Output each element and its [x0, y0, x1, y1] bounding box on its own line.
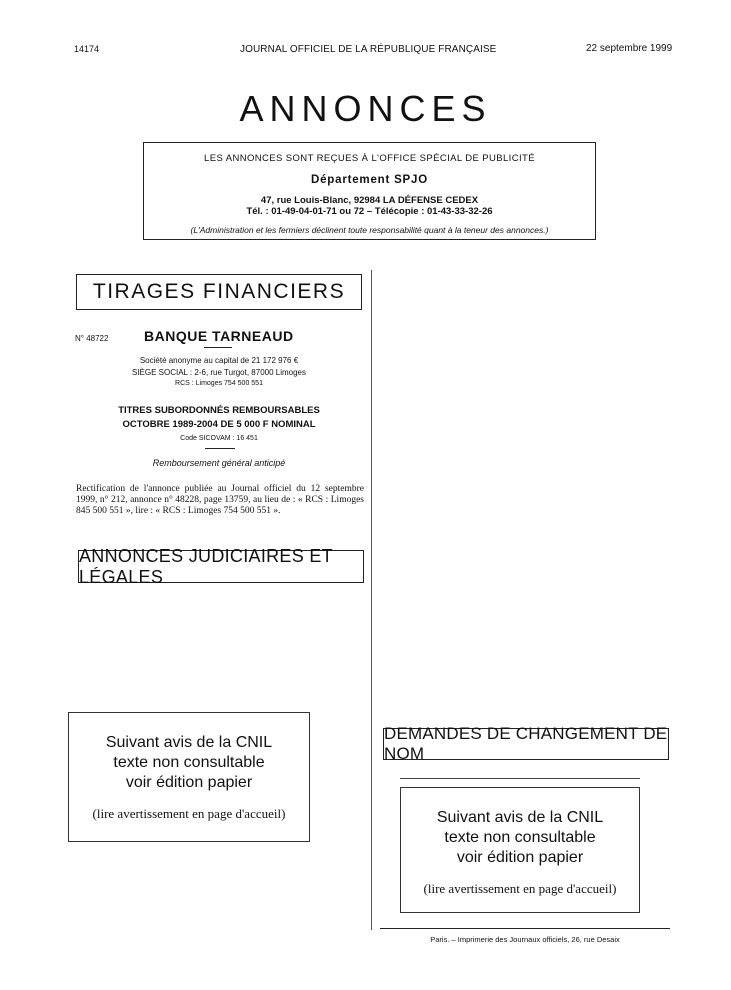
cnil-line-2: texte non consultable [444, 829, 596, 846]
bank-name: BANQUE TARNEAUD [144, 328, 294, 344]
journal-title: JOURNAL OFFICIEL DE LA RÉPUBLIQUE FRANÇAISE [240, 44, 497, 55]
cnil-line-1: Suivant avis de la CNIL [105, 734, 273, 751]
remboursement-label: Remboursement général anticipé [152, 458, 286, 468]
issue-date: 22 septembre 1999 [586, 43, 673, 54]
cnil-notice-box [400, 787, 640, 913]
cnil-note: (lire avertissement en page d'accueil) [92, 806, 286, 821]
info-line-disclaimer: (L'Administration et les fermiers déclinent toute responsabilité quant à la teneur des annonces.) [190, 225, 549, 235]
info-line-phone: Tél. : 01-49-04-01-71 ou 72 – Télécopie : 01-43-33-32-26 [246, 206, 493, 217]
section-heading-demandes: DEMANDES DE CHANGEMENT DE NOM [384, 724, 668, 763]
footer-divider [380, 928, 670, 929]
info-box [143, 142, 596, 240]
cnil-line-3: voir édition papier [125, 774, 253, 791]
section-heading-judiciaires: ANNONCES JUDICIAIRES ET LÉGALES [78, 550, 364, 583]
sicovam-code: Code SICOVAM : 16 451 [180, 435, 258, 442]
column-divider [371, 270, 372, 930]
info-line-address: 47, rue Louis-Blanc, 92984 LA DÉFENSE CEDEX [260, 195, 479, 206]
printer-imprint: Paris. – Imprimerie des Journaux officiels, 26, rue Desaix [430, 935, 620, 944]
divider [204, 347, 232, 348]
section-heading-tirages: TIRAGES FINANCIERS [76, 274, 362, 310]
bank-siege: SIÈGE SOCIAL : 2-6, rue Turgot, 87000 Limoges [131, 368, 306, 377]
info-line-office: LES ANNONCES SONT REÇUES À L'OFFICE SPÉCIAL DE PUBLICITÉ [204, 153, 535, 164]
cnil-line-2: texte non consultable [113, 754, 265, 771]
page-number: 14174 [74, 44, 100, 54]
annonce-number: N° 48722 [75, 334, 109, 343]
cnil-line-3: voir édition papier [456, 849, 584, 866]
cnil-line-1: Suivant avis de la CNIL [436, 809, 604, 826]
page-title: ANNONCES [239, 88, 492, 129]
cnil-note: (lire avertissement en page d'accueil) [423, 881, 617, 896]
info-line-department: Département SPJO [311, 174, 428, 186]
rectification-text: Rectification de l'annonce publiée au Journal officiel du 12 septembre 1999, n° 212, annonce n° 48228, page 13759, au lieu de : « RCS : Limoges 845 500 551 », lire : « RCS : Limoges 754 500 551 ». [76, 484, 364, 516]
titres-line-1: TITRES SUBORDONNÉS REMBOURSABLES [118, 405, 320, 416]
divider [400, 778, 640, 779]
cnil-notice-box [68, 712, 310, 842]
bank-capital: Société anonyme au capital de 21 172 976 € [139, 356, 299, 365]
bank-rcs: RCS : Limoges 754 500 551 [175, 380, 263, 387]
divider [205, 448, 235, 449]
titres-line-2: OCTOBRE 1989-2004 DE 5 000 F NOMINAL [122, 419, 316, 430]
